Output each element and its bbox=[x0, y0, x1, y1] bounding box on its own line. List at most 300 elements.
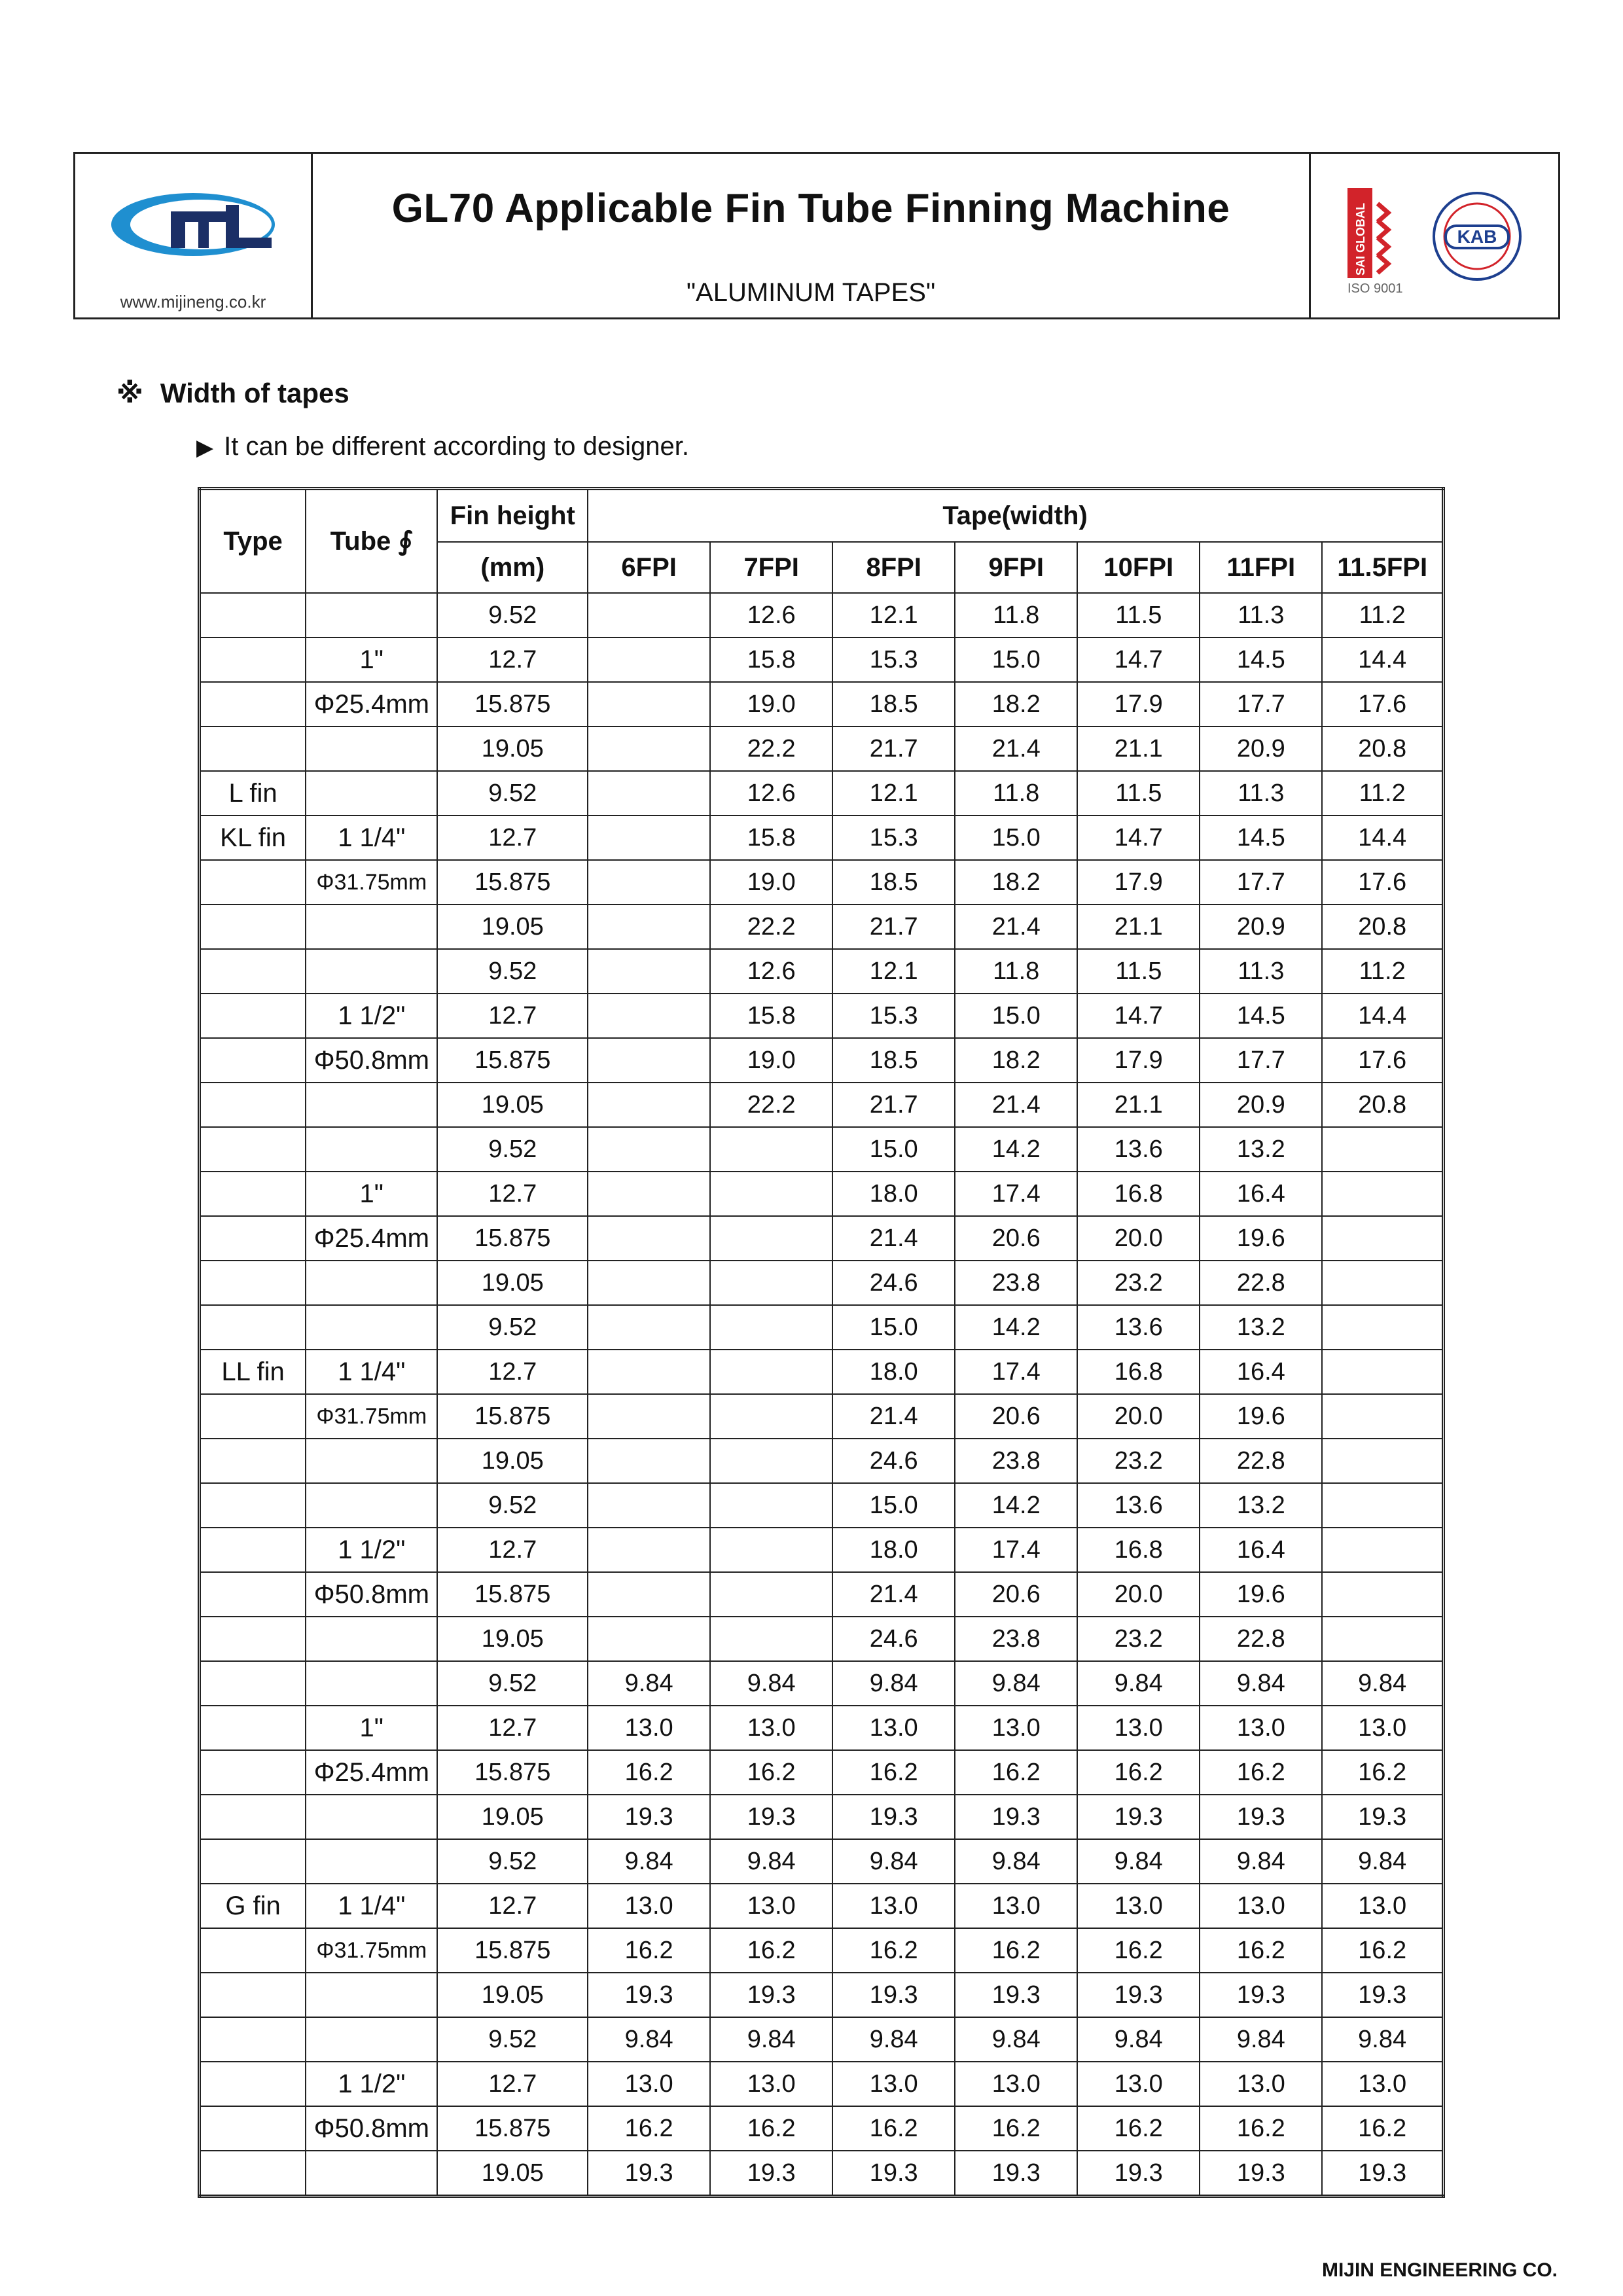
tube-diameter: Φ25.4mm bbox=[306, 682, 437, 726]
tape-width-cell: 15.0 bbox=[955, 637, 1077, 682]
tape-width-cell: 16.2 bbox=[1077, 2106, 1200, 2151]
tape-width-cell: 14.4 bbox=[1322, 637, 1443, 682]
tape-width-cell bbox=[1322, 1216, 1443, 1261]
tape-width-cell: 16.2 bbox=[1200, 1750, 1322, 1795]
type-cell bbox=[200, 1172, 306, 1216]
tube-cell bbox=[306, 2017, 437, 2062]
tape-width-cell: 20.8 bbox=[1322, 905, 1443, 949]
tape-width-cell: 16.2 bbox=[1322, 1750, 1443, 1795]
tape-width-cell: 9.84 bbox=[955, 2017, 1077, 2062]
tape-width-cell: 20.8 bbox=[1322, 1083, 1443, 1127]
fin-height-cell: 9.52 bbox=[437, 1305, 588, 1350]
header-fpi: 11FPI bbox=[1200, 542, 1322, 593]
tape-width-cell: 13.2 bbox=[1200, 1127, 1322, 1172]
tape-width-cell: 17.4 bbox=[955, 1528, 1077, 1572]
tape-width-cell bbox=[588, 1261, 710, 1305]
tape-width-cell: 13.6 bbox=[1077, 1127, 1200, 1172]
tape-width-cell: 14.4 bbox=[1322, 994, 1443, 1038]
fin-height-cell: 9.52 bbox=[437, 2017, 588, 2062]
tape-width-cell: 17.4 bbox=[955, 1172, 1077, 1216]
tape-width-cell: 19.3 bbox=[955, 1795, 1077, 1839]
tape-width-cell: 9.84 bbox=[1200, 1839, 1322, 1884]
tape-width-cell: 23.2 bbox=[1077, 1617, 1200, 1661]
tube-diameter: Φ50.8mm bbox=[306, 1572, 437, 1617]
tape-width-cell: 13.6 bbox=[1077, 1305, 1200, 1350]
fin-height-cell: 19.05 bbox=[437, 1261, 588, 1305]
tape-width-cell: 22.8 bbox=[1200, 1261, 1322, 1305]
tape-width-cell: 13.0 bbox=[1322, 2062, 1443, 2106]
iso-text: ISO 9001 bbox=[1347, 281, 1403, 295]
tape-width-cell: 19.3 bbox=[710, 2151, 832, 2197]
tape-width-cell: 16.2 bbox=[588, 2106, 710, 2151]
tape-width-cell: 16.2 bbox=[955, 1750, 1077, 1795]
tape-width-cell: 16.2 bbox=[832, 2106, 955, 2151]
tape-width-cell bbox=[710, 1350, 832, 1394]
tube-size: 1 1/4" bbox=[306, 1884, 437, 1928]
type-cell bbox=[200, 1973, 306, 2017]
tape-width-cell: 14.5 bbox=[1200, 637, 1322, 682]
type-cell bbox=[200, 593, 306, 637]
table-row bbox=[200, 1750, 1444, 1795]
type-cell bbox=[200, 1750, 306, 1795]
tape-width-cell: 24.6 bbox=[832, 1439, 955, 1483]
tape-width-cell: 21.4 bbox=[955, 1083, 1077, 1127]
tape-width-cell: 16.2 bbox=[955, 2106, 1077, 2151]
tape-width-cell bbox=[1322, 1261, 1443, 1305]
tape-width-cell: 19.3 bbox=[955, 1973, 1077, 2017]
fin-height-cell: 12.7 bbox=[437, 1350, 588, 1394]
table-row bbox=[200, 593, 1444, 637]
tape-width-cell: 19.3 bbox=[1200, 1795, 1322, 1839]
tape-width-cell bbox=[588, 1439, 710, 1483]
fin-height-cell: 19.05 bbox=[437, 1439, 588, 1483]
tape-width-cell: 12.1 bbox=[832, 949, 955, 994]
document-title: GL70 Applicable Fin Tube Finning Machine bbox=[391, 186, 1230, 231]
tube-cell bbox=[306, 771, 437, 816]
tape-width-cell: 11.8 bbox=[955, 593, 1077, 637]
tape-width-cell: 23.8 bbox=[955, 1617, 1077, 1661]
tape-width-cell: 21.1 bbox=[1077, 726, 1200, 771]
tape-width-cell: 14.7 bbox=[1077, 816, 1200, 860]
type-cell: KL fin bbox=[200, 816, 306, 860]
tape-width-cell: 19.3 bbox=[588, 1973, 710, 2017]
tape-width-cell bbox=[1322, 1394, 1443, 1439]
tape-width-cell: 15.3 bbox=[832, 637, 955, 682]
tape-width-cell bbox=[588, 682, 710, 726]
type-cell bbox=[200, 1839, 306, 1884]
table-row bbox=[200, 637, 1444, 682]
tape-width-cell: 12.1 bbox=[832, 771, 955, 816]
tape-width-cell: 13.0 bbox=[1077, 1884, 1200, 1928]
table-row bbox=[200, 1172, 1444, 1216]
tape-width-cell bbox=[588, 860, 710, 905]
tube-cell bbox=[306, 1439, 437, 1483]
tape-width-cell: 11.3 bbox=[1200, 949, 1322, 994]
tape-width-cell bbox=[588, 1617, 710, 1661]
tape-width-cell bbox=[710, 1305, 832, 1350]
header-fin-height: Fin height bbox=[437, 489, 588, 543]
tube-size: 1 1/2" bbox=[306, 1528, 437, 1572]
table-row bbox=[200, 905, 1444, 949]
tube-cell bbox=[306, 949, 437, 994]
tape-width-cell: 15.3 bbox=[832, 994, 955, 1038]
tape-width-cell: 16.2 bbox=[1322, 2106, 1443, 2151]
tape-width-cell: 9.84 bbox=[710, 2017, 832, 2062]
tape-width-cell: 17.7 bbox=[1200, 1038, 1322, 1083]
tape-width-cell: 20.0 bbox=[1077, 1394, 1200, 1439]
tape-width-cell: 15.8 bbox=[710, 816, 832, 860]
type-cell bbox=[200, 905, 306, 949]
tape-width-cell bbox=[588, 1038, 710, 1083]
tape-width-cell: 13.0 bbox=[1077, 2062, 1200, 2106]
type-cell bbox=[200, 726, 306, 771]
tape-width-cell: 13.0 bbox=[588, 1884, 710, 1928]
fin-height-cell: 15.875 bbox=[437, 2106, 588, 2151]
tape-width-cell: 9.84 bbox=[588, 2017, 710, 2062]
tape-width-cell bbox=[588, 1572, 710, 1617]
tape-width-cell bbox=[588, 726, 710, 771]
tube-cell bbox=[306, 1661, 437, 1706]
tape-width-cell: 19.0 bbox=[710, 682, 832, 726]
tape-width-cell bbox=[710, 1261, 832, 1305]
tape-width-cell: 16.4 bbox=[1200, 1172, 1322, 1216]
tape-width-cell bbox=[1322, 1439, 1443, 1483]
tape-width-cell: 16.8 bbox=[1077, 1350, 1200, 1394]
tape-width-cell: 19.3 bbox=[1077, 2151, 1200, 2197]
tape-width-cell bbox=[588, 1350, 710, 1394]
fin-height-cell: 9.52 bbox=[437, 1483, 588, 1528]
type-cell bbox=[200, 1572, 306, 1617]
fin-height-cell: 12.7 bbox=[437, 1528, 588, 1572]
header-fpi: 6FPI bbox=[588, 542, 710, 593]
tape-width-cell: 9.84 bbox=[710, 1661, 832, 1706]
type-cell bbox=[200, 1083, 306, 1127]
tape-width-cell bbox=[588, 905, 710, 949]
tape-width-cell: 13.0 bbox=[1322, 1706, 1443, 1750]
company-logo-cell bbox=[75, 154, 313, 317]
tape-width-cell: 9.84 bbox=[588, 1661, 710, 1706]
tube-cell bbox=[306, 1305, 437, 1350]
tape-width-cell bbox=[710, 1528, 832, 1572]
tape-width-cell: 19.3 bbox=[1322, 1795, 1443, 1839]
type-cell bbox=[200, 2062, 306, 2106]
table-row bbox=[200, 1350, 1444, 1394]
tape-width-cell: 16.2 bbox=[588, 1928, 710, 1973]
tape-width-cell bbox=[588, 1083, 710, 1127]
tape-width-cell: 15.0 bbox=[832, 1127, 955, 1172]
tape-width-cell bbox=[588, 637, 710, 682]
table-row bbox=[200, 1884, 1444, 1928]
table-row bbox=[200, 1572, 1444, 1617]
tape-width-cell: 16.2 bbox=[1322, 1928, 1443, 1973]
header-tube: Tube ∮ bbox=[306, 489, 437, 594]
header-fpi: 11.5FPI bbox=[1322, 542, 1443, 593]
tape-width-cell: 22.8 bbox=[1200, 1617, 1322, 1661]
header-type: Type bbox=[200, 489, 306, 594]
tape-width-cell: 23.2 bbox=[1077, 1261, 1200, 1305]
table-row bbox=[200, 816, 1444, 860]
tape-width-cell: 13.0 bbox=[1322, 1884, 1443, 1928]
tape-width-cell: 13.0 bbox=[955, 2062, 1077, 2106]
fin-height-cell: 19.05 bbox=[437, 1795, 588, 1839]
tape-width-cell bbox=[588, 593, 710, 637]
tube-cell bbox=[306, 1127, 437, 1172]
tape-width-cell bbox=[1322, 1172, 1443, 1216]
tape-width-cell: 16.2 bbox=[1200, 1928, 1322, 1973]
tape-width-cell: 13.0 bbox=[832, 2062, 955, 2106]
tape-width-cell: 16.2 bbox=[710, 1928, 832, 1973]
tape-width-cell: 18.2 bbox=[955, 1038, 1077, 1083]
tape-width-cell bbox=[1322, 1528, 1443, 1572]
tape-width-cell: 16.2 bbox=[588, 1750, 710, 1795]
tape-width-cell: 17.9 bbox=[1077, 860, 1200, 905]
tape-width-cell: 9.84 bbox=[1077, 2017, 1200, 2062]
tube-cell bbox=[306, 1795, 437, 1839]
tape-width-cell: 19.3 bbox=[955, 2151, 1077, 2197]
tape-width-cell bbox=[588, 994, 710, 1038]
tube-size: 1" bbox=[306, 637, 437, 682]
header-fpi: 10FPI bbox=[1077, 542, 1200, 593]
tape-width-cell: 11.5 bbox=[1077, 593, 1200, 637]
tape-width-cell bbox=[1322, 1127, 1443, 1172]
tape-width-cell: 19.3 bbox=[1322, 2151, 1443, 2197]
tape-width-cell: 13.0 bbox=[588, 2062, 710, 2106]
tape-width-cell: 14.5 bbox=[1200, 994, 1322, 1038]
section-title-text: Width of tapes bbox=[160, 378, 349, 408]
certification-cell bbox=[1309, 154, 1558, 317]
type-cell bbox=[200, 1127, 306, 1172]
tape-width-cell bbox=[588, 1127, 710, 1172]
table-row bbox=[200, 1083, 1444, 1127]
tape-width-cell: 16.2 bbox=[955, 1928, 1077, 1973]
tape-width-cell bbox=[710, 1127, 832, 1172]
tape-width-cell: 11.2 bbox=[1322, 771, 1443, 816]
tape-width-cell bbox=[588, 816, 710, 860]
tape-width-cell: 21.7 bbox=[832, 905, 955, 949]
tape-width-cell: 18.0 bbox=[832, 1350, 955, 1394]
type-cell bbox=[200, 1706, 306, 1750]
table-row bbox=[200, 994, 1444, 1038]
tape-width-cell: 11.5 bbox=[1077, 771, 1200, 816]
company-footer: MIJIN ENGINEERING CO. bbox=[1321, 2259, 1558, 2281]
table-row bbox=[200, 1038, 1444, 1083]
tape-width-cell: 11.2 bbox=[1322, 949, 1443, 994]
tape-width-cell: 19.6 bbox=[1200, 1216, 1322, 1261]
type-cell bbox=[200, 1439, 306, 1483]
tape-width-cell: 21.7 bbox=[832, 1083, 955, 1127]
fin-height-cell: 19.05 bbox=[437, 726, 588, 771]
tape-width-cell: 14.2 bbox=[955, 1483, 1077, 1528]
tape-width-cell: 21.7 bbox=[832, 726, 955, 771]
tape-width-cell: 17.6 bbox=[1322, 682, 1443, 726]
table-row bbox=[200, 1261, 1444, 1305]
table-row bbox=[200, 860, 1444, 905]
table-row bbox=[200, 1706, 1444, 1750]
tape-width-cell: 19.3 bbox=[832, 2151, 955, 2197]
tape-width-cell: 22.2 bbox=[710, 1083, 832, 1127]
section-note-text: It can be different according to designer. bbox=[224, 432, 689, 461]
fin-height-cell: 19.05 bbox=[437, 1973, 588, 2017]
tape-width-cell: 15.0 bbox=[955, 816, 1077, 860]
fin-height-cell: 9.52 bbox=[437, 1839, 588, 1884]
tube-diameter: Φ25.4mm bbox=[306, 1216, 437, 1261]
table-row bbox=[200, 1127, 1444, 1172]
type-cell: L fin bbox=[200, 771, 306, 816]
tape-width-cell bbox=[588, 771, 710, 816]
fin-height-cell: 9.52 bbox=[437, 1661, 588, 1706]
tube-cell bbox=[306, 1973, 437, 2017]
tape-width-cell: 11.8 bbox=[955, 949, 1077, 994]
tape-width-cell: 9.84 bbox=[1322, 1839, 1443, 1884]
tape-width-cell bbox=[588, 1216, 710, 1261]
fin-height-cell: 19.05 bbox=[437, 2151, 588, 2197]
tape-width-cell: 11.3 bbox=[1200, 771, 1322, 816]
tape-width-cell: 18.5 bbox=[832, 1038, 955, 1083]
tape-width-cell: 16.2 bbox=[710, 2106, 832, 2151]
tape-width-cell: 24.6 bbox=[832, 1261, 955, 1305]
table-row bbox=[200, 1795, 1444, 1839]
tape-width-cell: 21.4 bbox=[955, 726, 1077, 771]
type-cell bbox=[200, 1305, 306, 1350]
tape-width-cell: 19.3 bbox=[588, 1795, 710, 1839]
tape-width-cell: 9.84 bbox=[832, 1839, 955, 1884]
tube-cell bbox=[306, 1617, 437, 1661]
tape-width-cell: 9.84 bbox=[710, 1839, 832, 1884]
table-row bbox=[200, 1839, 1444, 1884]
tape-width-cell: 20.6 bbox=[955, 1394, 1077, 1439]
kab-text: KAB bbox=[1457, 226, 1497, 247]
fin-height-cell: 12.7 bbox=[437, 816, 588, 860]
type-cell bbox=[200, 1795, 306, 1839]
table-row bbox=[200, 2017, 1444, 2062]
fin-height-cell: 19.05 bbox=[437, 1083, 588, 1127]
table-row bbox=[200, 1661, 1444, 1706]
type-cell bbox=[200, 637, 306, 682]
header-fpi: 9FPI bbox=[955, 542, 1077, 593]
tape-width-cell bbox=[710, 1483, 832, 1528]
fin-height-cell: 12.7 bbox=[437, 994, 588, 1038]
tape-width-cell: 11.3 bbox=[1200, 593, 1322, 637]
fin-height-cell: 12.7 bbox=[437, 2062, 588, 2106]
tube-diameter: Φ50.8mm bbox=[306, 1038, 437, 1083]
tape-width-cell bbox=[588, 1394, 710, 1439]
tape-width-cell: 9.84 bbox=[1322, 1661, 1443, 1706]
tape-width-cell: 21.1 bbox=[1077, 905, 1200, 949]
reference-mark-icon: ※ bbox=[116, 378, 143, 408]
tape-width-cell: 11.2 bbox=[1322, 593, 1443, 637]
fin-height-cell: 9.52 bbox=[437, 949, 588, 994]
tape-width-cell: 11.8 bbox=[955, 771, 1077, 816]
type-cell bbox=[200, 1617, 306, 1661]
section-note bbox=[196, 432, 689, 461]
type-cell bbox=[200, 1483, 306, 1528]
tape-width-cell: 9.84 bbox=[1200, 2017, 1322, 2062]
tape-width-cell bbox=[588, 1528, 710, 1572]
tube-cell bbox=[306, 1839, 437, 1884]
tape-width-cell: 16.2 bbox=[1077, 1750, 1200, 1795]
table-row bbox=[200, 2151, 1444, 2197]
tape-width-cell: 19.3 bbox=[1077, 1795, 1200, 1839]
tape-width-cell: 13.0 bbox=[955, 1706, 1077, 1750]
tape-width-cell: 19.3 bbox=[588, 2151, 710, 2197]
tape-width-cell: 17.7 bbox=[1200, 682, 1322, 726]
certification-logos-icon bbox=[1347, 184, 1524, 295]
type-cell bbox=[200, 1661, 306, 1706]
type-cell bbox=[200, 994, 306, 1038]
tape-width-cell: 19.3 bbox=[1200, 2151, 1322, 2197]
tape-width-cell bbox=[1322, 1305, 1443, 1350]
type-cell bbox=[200, 2151, 306, 2197]
tape-width-cell: 9.84 bbox=[1200, 1661, 1322, 1706]
type-cell bbox=[200, 1928, 306, 1973]
tape-width-cell: 13.0 bbox=[955, 1884, 1077, 1928]
tube-size: 1" bbox=[306, 1706, 437, 1750]
tape-width-cell: 16.2 bbox=[710, 1750, 832, 1795]
table-row bbox=[200, 682, 1444, 726]
table-row bbox=[200, 1394, 1444, 1439]
tape-width-cell: 21.4 bbox=[832, 1394, 955, 1439]
tape-width-cell: 13.0 bbox=[1200, 2062, 1322, 2106]
tape-width-cell: 13.0 bbox=[710, 1706, 832, 1750]
tape-width-cell: 18.2 bbox=[955, 682, 1077, 726]
fin-height-cell: 9.52 bbox=[437, 1127, 588, 1172]
tape-width-cell: 20.6 bbox=[955, 1216, 1077, 1261]
tape-width-cell: 17.4 bbox=[955, 1350, 1077, 1394]
fin-height-cell: 15.875 bbox=[437, 1216, 588, 1261]
fin-height-cell: 12.7 bbox=[437, 1884, 588, 1928]
tape-width-cell: 18.5 bbox=[832, 682, 955, 726]
tape-width-cell: 13.0 bbox=[1077, 1706, 1200, 1750]
tape-width-cell: 12.6 bbox=[710, 593, 832, 637]
tape-width-cell: 9.84 bbox=[955, 1839, 1077, 1884]
tape-width-cell: 22.2 bbox=[710, 726, 832, 771]
type-cell: G fin bbox=[200, 1884, 306, 1928]
tape-width-cell: 19.3 bbox=[1200, 1973, 1322, 2017]
tape-width-cell: 14.2 bbox=[955, 1127, 1077, 1172]
tape-width-cell: 18.5 bbox=[832, 860, 955, 905]
document-subtitle: "ALUMINUM TAPES" bbox=[686, 278, 936, 307]
triangle-bullet-icon: ▶ bbox=[196, 435, 214, 460]
tape-width-cell: 17.7 bbox=[1200, 860, 1322, 905]
tape-width-cell: 15.0 bbox=[832, 1483, 955, 1528]
tape-width-cell: 16.2 bbox=[1200, 2106, 1322, 2151]
tape-width-cell bbox=[710, 1439, 832, 1483]
fin-height-cell: 19.05 bbox=[437, 905, 588, 949]
company-website: www.mijineng.co.kr bbox=[120, 292, 266, 312]
fin-height-cell: 19.05 bbox=[437, 1617, 588, 1661]
type-cell bbox=[200, 1038, 306, 1083]
tube-diameter: Φ50.8mm bbox=[306, 2106, 437, 2151]
table-body bbox=[200, 593, 1444, 2197]
tube-size: 1 1/2" bbox=[306, 2062, 437, 2106]
tape-width-cell: 19.3 bbox=[832, 1973, 955, 2017]
tape-width-cell: 19.6 bbox=[1200, 1572, 1322, 1617]
tape-width-cell bbox=[1322, 1350, 1443, 1394]
tape-width-cell: 13.2 bbox=[1200, 1305, 1322, 1350]
fin-height-cell: 15.875 bbox=[437, 1394, 588, 1439]
document-header bbox=[73, 152, 1560, 319]
tape-width-cell: 16.8 bbox=[1077, 1172, 1200, 1216]
tube-diameter: Φ31.75mm bbox=[306, 1394, 437, 1439]
tape-width-cell: 18.0 bbox=[832, 1528, 955, 1572]
tape-width-cell: 22.8 bbox=[1200, 1439, 1322, 1483]
tape-width-cell: 13.0 bbox=[588, 1706, 710, 1750]
fin-height-cell: 15.875 bbox=[437, 1750, 588, 1795]
tape-width-cell: 14.7 bbox=[1077, 994, 1200, 1038]
tape-width-cell: 12.6 bbox=[710, 949, 832, 994]
table-row bbox=[200, 726, 1444, 771]
tape-width-cell: 17.9 bbox=[1077, 682, 1200, 726]
